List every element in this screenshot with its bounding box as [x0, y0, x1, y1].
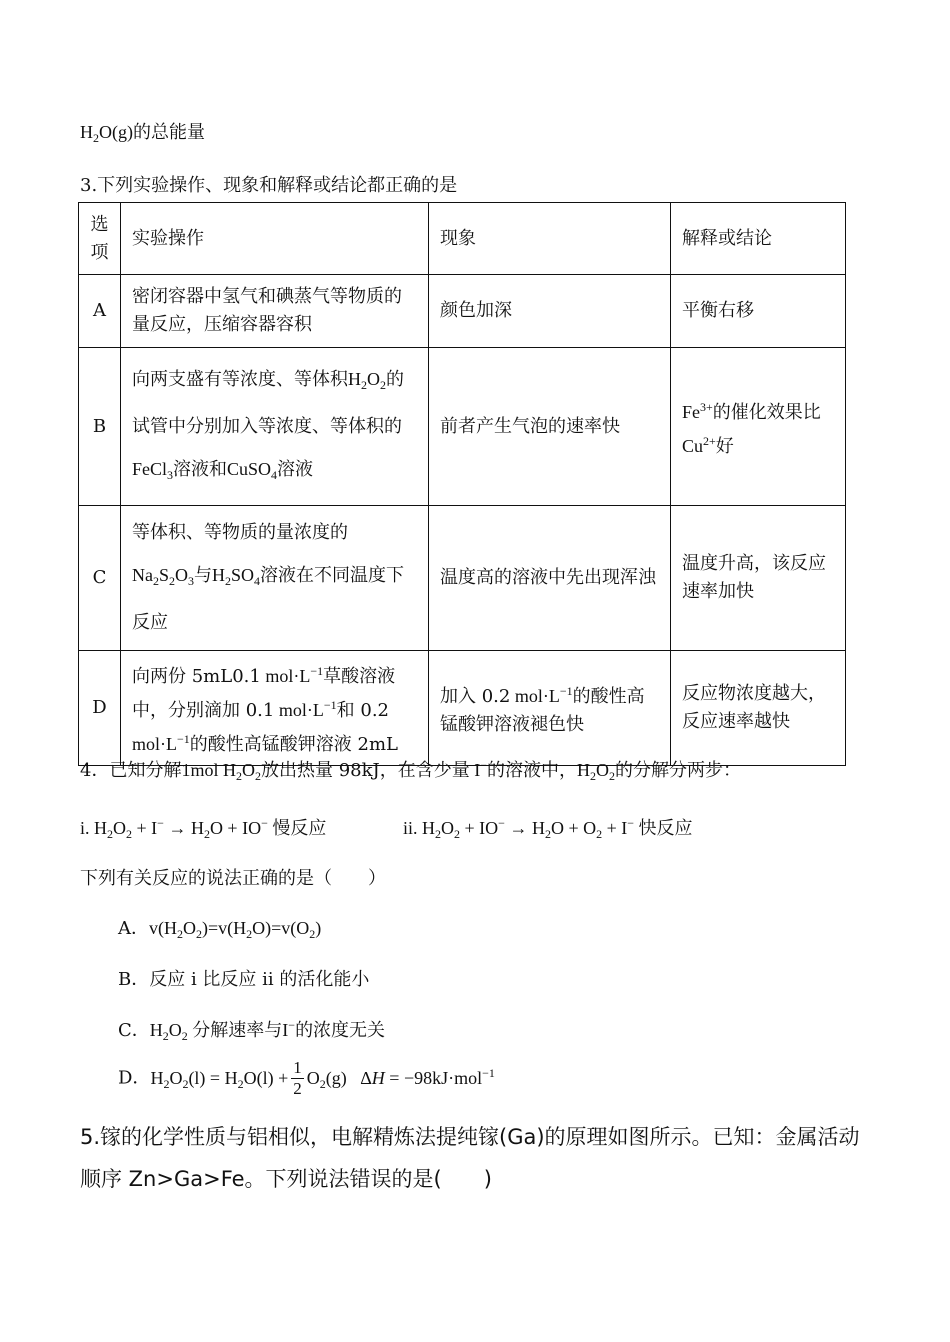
row-b-conclusion: $Fe^{3+}$的催化效果比 $Cu^{2+}$好 [671, 348, 846, 506]
formula-h2o-gas: $H_2O(g)$ [80, 122, 133, 145]
q3-experiment-table [78, 202, 846, 766]
q4-option-a[interactable]: A．$v(H_2O_2)=v(H_2O)=v(O_2)$ [118, 918, 322, 941]
row-c-operation: 等体积、等物质的量浓度的 $Na_2S_2O_3$与$H_2SO_4$溶液在不同温度下反应 [121, 506, 429, 651]
row-a-phenomenon: 颜色加深 [429, 275, 671, 348]
q4-step-i: i. $H_2O_2 + I^- \to H_2O + IO^-$ 慢反应 [80, 816, 327, 841]
q4-step-ii: ii. $H_2O_2 + IO^- \to H_2O + O_2 + I^-$ 快反应 [403, 816, 693, 841]
q5-stem-line1: 5.镓的化学性质与铝相似，电解精炼法提纯镓(Ga)的原理如图所示。已知：金属活动 [80, 1125, 860, 1149]
q4-ask: 下列有关反应的说法正确的是（ ） [80, 868, 386, 889]
q5-stem-line2: 顺序 Zn>Ga>Fe。下列说法错误的是( ) [80, 1167, 492, 1191]
row-b-phenomenon: 前者产生气泡的速率快 [429, 348, 671, 506]
row-c-option: C [79, 506, 121, 651]
row-d-conclusion: 反应物浓度越大，反应速率越快 [671, 651, 846, 766]
header-option: 选项 [79, 203, 121, 275]
table-row [79, 651, 846, 766]
table-row [79, 506, 846, 651]
q4-option-c[interactable]: C．$H_2O_2$ 分解速率与I−的浓度无关 [118, 1018, 386, 1043]
q3-stem: 3.下列实验操作、现象和解释或结论都正确的是 [80, 175, 458, 196]
header-operation: 实验操作 [121, 203, 429, 275]
fraction-one-half: $\frac{1}{2}$ [293, 1058, 302, 1098]
row-d-option: D [79, 651, 121, 766]
row-a-option: A [79, 275, 121, 348]
row-b-option: B [79, 348, 121, 506]
row-d-phenomenon: 加入 0.2 $mol\cdot L^{-1}$的酸性高锰酸钾溶液褪色快 [429, 651, 671, 766]
row-a-conclusion: 平衡右移 [671, 275, 846, 348]
header-phenomenon: 现象 [429, 203, 671, 275]
row-a-operation: 密闭容器中氢气和碘蒸气等物质的量反应，压缩容器容积 [121, 275, 429, 348]
row-c-phenomenon: 温度高的溶液中先出现浑浊 [429, 506, 671, 651]
row-d-operation: 向两份 5mL0.1 $mol\cdot L^{-1}$草酸溶液中，分别滴加 0.1 $mol\cdot L^{-1}$和 0.2 $mol\cdot L^{-1}$的酸性高锰酸钾溶液 2mL [121, 651, 429, 766]
q4-option-d[interactable]: D．$H_2O_2(l) = H_2O(l)$ + $\frac{1}{2}$ $O_2(g) \Delta H = -98kJ\cdot mol^{-1}$ [118, 1058, 495, 1098]
row-b-operation: 向两支盛有等浓度、等体积$H_2O_2$的试管中分别加入等浓度、等体积的FeCl$_3$溶液和CuSO$_4$溶液 [121, 348, 429, 506]
table-row [79, 348, 846, 506]
prev-question-fragment: $H_2O(g)$的总能量 [80, 122, 205, 145]
q4-stem: 4．已知分解1mol $H_2O_2$放出热量 98kJ，在含少量 I−的溶液中，$H_2O_2$的分解分两步： [80, 758, 741, 783]
table-row [79, 275, 846, 348]
row-c-conclusion: 温度升高，该反应速率加快 [671, 506, 846, 651]
q4-option-b[interactable]: B．反应 i 比反应 ii 的活化能小 [118, 969, 370, 990]
header-conclusion: 解释或结论 [671, 203, 846, 275]
table-header-row [79, 203, 846, 275]
